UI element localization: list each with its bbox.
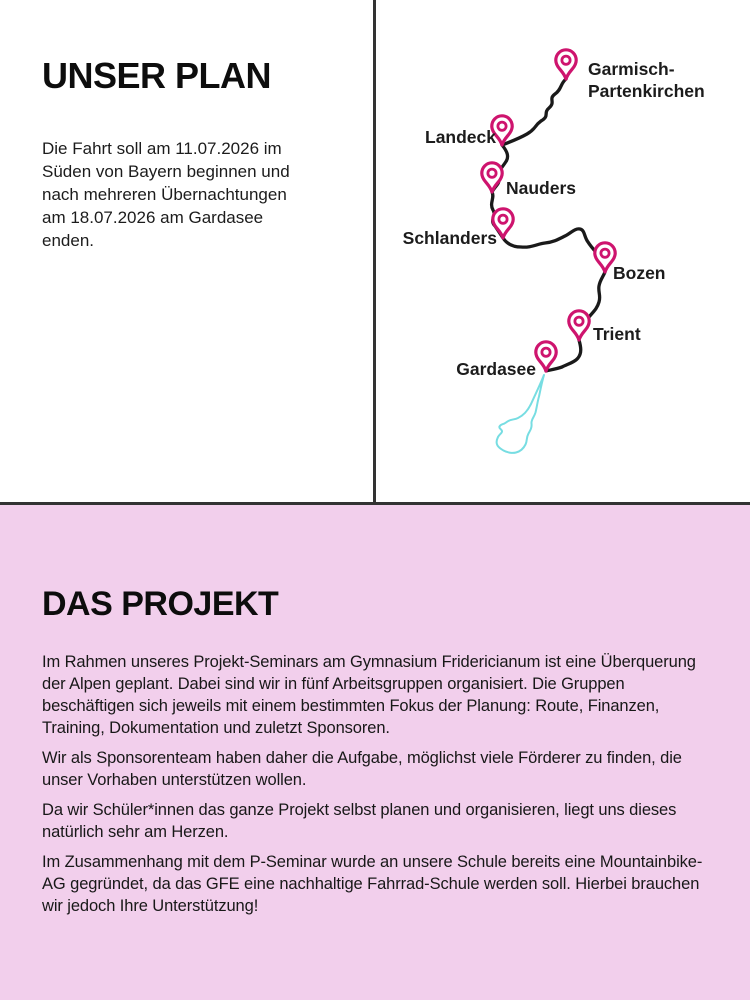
map-pin-garmisch-partenkirchen (556, 50, 576, 79)
map-label-bozen: Bozen (613, 263, 666, 283)
map-label-schlanders: Schlanders (402, 228, 497, 248)
map-pin-trient (569, 311, 589, 340)
map-label-garmisch-line2: Partenkirchen (588, 81, 705, 101)
map-label-garmisch-line1: Garmisch- (588, 59, 675, 79)
plan-title: UNSER PLAN (42, 55, 272, 96)
route-map (376, 0, 750, 502)
map-label-gardasee: Gardasee (456, 359, 536, 379)
map-label-trient: Trient (593, 324, 641, 344)
project-paragraph-4: Im Zusammenhang mit dem P-Seminar wurde an unsere Schule bereits eine Mountainbike-AG gegründet, da das GFE eine nachhaltige Fahrrad-Schule werden soll. Hierbei brauchen wir jedoch Ihre Unterstützung! (42, 853, 703, 916)
map-label-landeck: Landeck (425, 127, 496, 147)
map-pin-nauders (482, 163, 502, 192)
vertical-divider (373, 0, 376, 503)
map-pin-gardasee (536, 342, 556, 371)
project-paragraph-1: Im Rahmen unseres Projekt-Seminars am Gymnasium Fridericianum ist eine Überquerung der Alpen geplant. Dabei sind wir in fünf Arbeitsgruppen organisiert. Die Gruppen beschäftigen sich jeweils mit einem bestimmten Fokus der Planung: Route, Finanzen, Training, Dokumentation und zuletzt Sponsoren. (42, 653, 696, 738)
lake-garda-outline (497, 375, 544, 453)
project-title: DAS PROJEKT (42, 585, 279, 623)
map-label-nauders: Nauders (506, 178, 577, 198)
project-body (42, 651, 707, 917)
route-map-svg (376, 0, 750, 502)
plan-description: Die Fahrt soll am 11.07.2026 im Süden von Bayern beginnen und nach mehreren Übernachtungen am 18.07.2026 am Gardasee enden. (42, 139, 290, 250)
project-section (0, 505, 750, 1000)
project-paragraph-3: Da wir Schüler*innen das ganze Projekt selbst planen und organisieren, liegt uns dieses natürlich sehr am Herzen. (42, 801, 677, 842)
project-paragraph-2: Wir als Sponsorenteam haben daher die Aufgabe, möglichst viele Förderer zu finden, die unser Vorhaben unterstützen wollen. (42, 749, 682, 790)
